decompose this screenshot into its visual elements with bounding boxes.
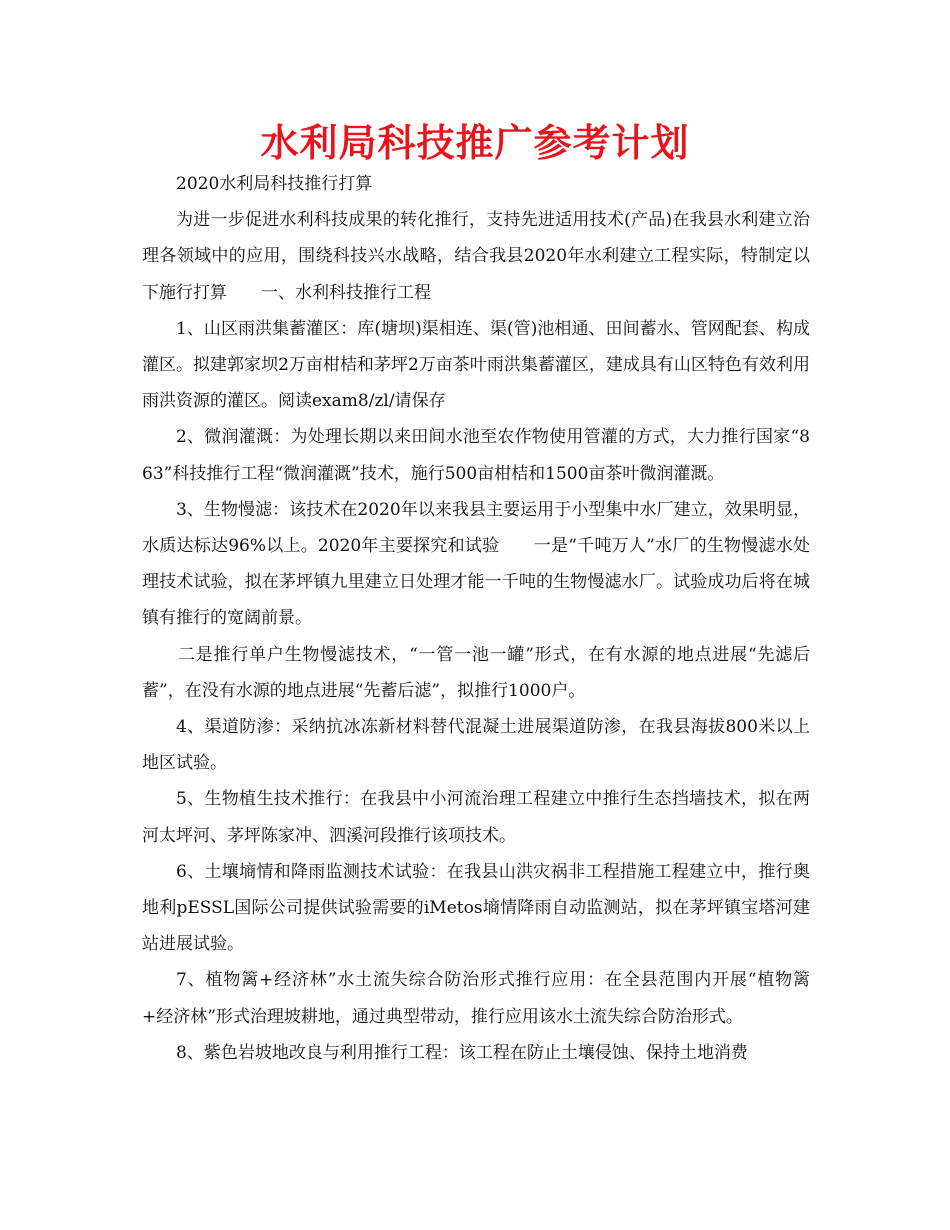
paragraph-item-8: 8、紫色岩坡地改良与利用推行工程：该工程在防止土壤侵蚀、保持土地消费 xyxy=(176,1042,748,1063)
paragraph-subtitle: 2020水利局科技推行打算 xyxy=(176,174,373,194)
paragraph-item-3: 3、生物慢滤：该技术在2020年以来我县主要运用于小型集中水厂建立，效果明显，水质达标达96%以上。2020年主要探究和试验 一是“千吨万人”水厂的生物慢滤水处理技术试验，拟在茅坪镇九里建立日处理才能一千吨的生物慢滤水厂。试验成功后将在城镇有推行的宽阔前景。 xyxy=(142,499,810,629)
paragraph-item-1: 1、山区雨洪集蓄灌区：库(塘坝)渠相连、渠(管)池相通、田间蓄水、管网配套、构成灌区。拟建郭家坝2万亩柑桔和茅坪2万亩茶叶雨洪集蓄灌区，建成具有山区特色有效利用雨洪资源的灌区。阅读exam8/zl/请保存 xyxy=(142,318,810,412)
paragraph-item-5: 5、生物植生技术推行：在我县中小河流治理工程建立中推行生态挡墙技术，拟在两河太坪河、茅坪陈家冲、泗溪河段推行该项技术。 xyxy=(142,789,810,846)
paragraph-item-4: 4、渠道防渗：采纳抗冰冻新材料替代混凝土进展渠道防渗，在我县海拔800米以上地区试验。 xyxy=(142,717,810,774)
document-body xyxy=(142,166,810,1071)
document-title: 水利局科技推广参考计划 xyxy=(260,121,690,165)
paragraph-intro: 为进一步促进水利科技成果的转化推行，支持先进适用技术(产品)在我县水利建立治理各领域中的应用，围绕科技兴水战略，结合我县2020年水利建立工程实际，特制定以下施行打算 一、水利科技推行工程 xyxy=(142,210,810,303)
paragraph-item-2: 2、微润灌溉：为处理长期以来田间水池至农作物使用管灌的方式，大力推行国家“863”科技推行工程“微润灌溉”技术，施行500亩柑桔和1500亩茶叶微润灌溉。 xyxy=(142,427,810,484)
paragraph-item-6: 6、土壤墒情和降雨监测技术试验：在我县山洪灾祸非工程措施工程建立中，推行奥地利pESSL国际公司提供试验需要的iMetos墒情降雨自动监测站，拟在茅坪镇宝塔河建站进展试验。 xyxy=(142,861,810,955)
paragraph-item-7: 7、植物篱+经济林”水土流失综合防治形式推行应用：在全县范围内开展“植物篱+经济林”形式治理坡耕地，通过典型带动，推行应用该水土流失综合防治形式。 xyxy=(142,970,810,1027)
paragraph-item-3-continued: 二是推行单户生物慢滤技术，“一管一池一罐”形式，在有水源的地点进展“先滤后蓄”，在没有水源的地点进展“先蓄后滤”，拟推行1000户。 xyxy=(142,644,810,701)
